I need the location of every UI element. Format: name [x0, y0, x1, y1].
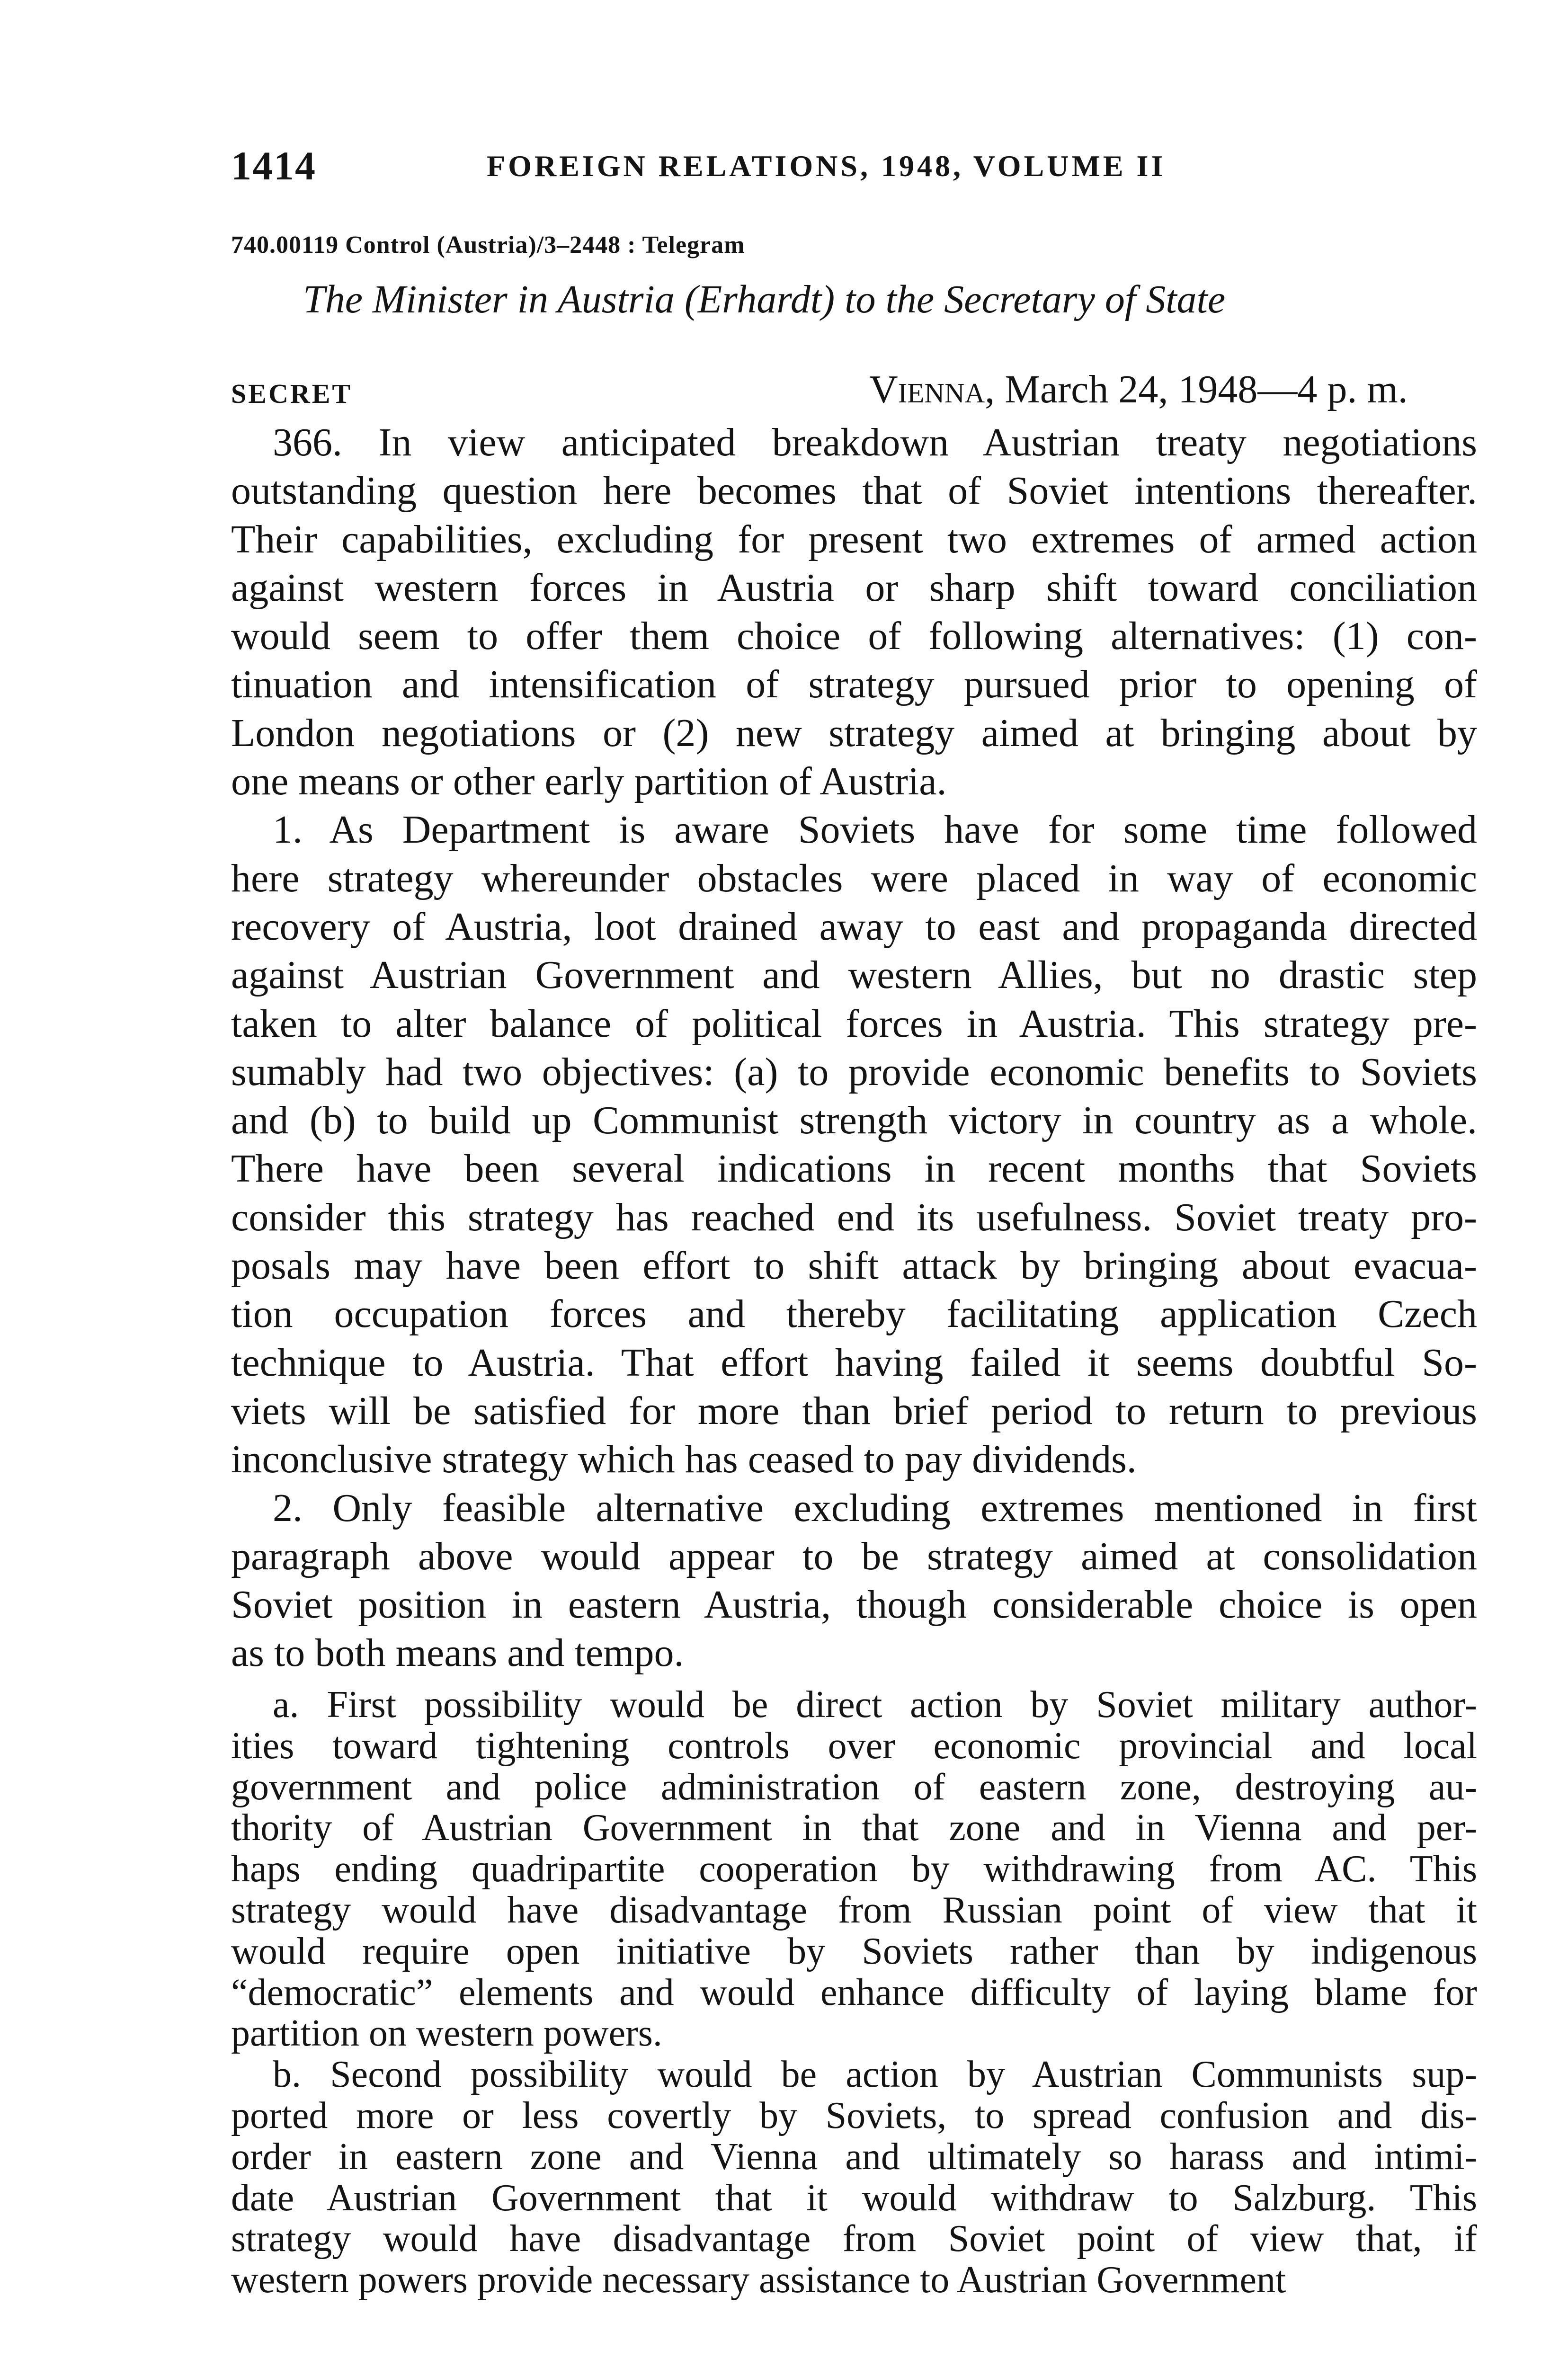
text-line: order in eastern zone and Vienna and ultimately so harass and intimi- — [231, 2136, 1477, 2178]
text-line: London negotiations or (2) new strategy aimed at bringing about by — [231, 711, 1477, 755]
text-line: “democratic” elements and would enhance difficulty of laying blame for — [231, 1971, 1477, 2013]
text-line: viets will be satisfied for more than brief period to return to previous — [231, 1388, 1477, 1433]
text-line: There have been several indications in recent months that Soviets — [231, 1147, 1477, 1191]
page-header — [231, 142, 1509, 208]
text-line: against Austrian Government and western Allies, but no drastic step — [231, 953, 1477, 997]
text-line: outstanding question here becomes that of Soviet intentions thereafter. — [231, 469, 1477, 513]
telegram-body — [231, 418, 1477, 1678]
document-title: The Minister in Austria (Erhardt) to the Secretary of State — [303, 277, 1226, 321]
dateline — [869, 366, 1408, 412]
text-line: inconclusive strategy which has ceased to pay dividends. — [231, 1437, 1137, 1482]
dateline-date: , March 24, 1948—4 p. m. — [985, 367, 1408, 411]
text-line: recovery of Austria, loot drained away to east and propaganda directed — [231, 904, 1477, 949]
text-line: Soviet position in eastern Austria, though considerable choice is open — [231, 1583, 1477, 1627]
classification-label: SECRET — [231, 378, 353, 409]
text-line: one means or other early partition of Austria. — [231, 759, 947, 804]
text-line: paragraph above would appear to be strategy aimed at consolidation — [231, 1534, 1477, 1578]
text-line: b. Second possibility would be action by Austrian Communists sup- — [273, 2054, 1477, 2096]
text-line: western powers provide necessary assistance to Austrian Government — [231, 2259, 1286, 2301]
text-line: Their capabilities, excluding for present two extremes of armed action — [231, 517, 1477, 561]
text-line: would require open initiative by Soviets rather than by indigenous — [231, 1930, 1477, 1972]
text-line: ported more or less covertly by Soviets, to spread confusion and dis- — [231, 2094, 1477, 2136]
text-line: partition on western powers. — [231, 2012, 662, 2055]
file-reference: 740.00119 Control (Austria)/3–2448 : Telegram — [231, 231, 745, 258]
text-line: taken to alter balance of political forces in Austria. This strategy pre- — [231, 1001, 1477, 1046]
text-line: posals may have been effort to shift attack by bringing about evacua- — [231, 1244, 1477, 1288]
page-number: 1414 — [231, 143, 316, 188]
text-line: consider this strategy has reached end its usefulness. Soviet treaty pro- — [231, 1195, 1477, 1239]
text-line: tion occupation forces and thereby facilitating application Czech — [231, 1292, 1477, 1336]
text-line: tinuation and intensification of strategy pursued prior to opening of — [231, 662, 1477, 707]
text-line: 2. Only feasible alternative excluding extremes mentioned in first — [273, 1486, 1477, 1530]
text-line: 1. As Department is aware Soviets have for some time followed — [273, 808, 1477, 852]
text-line: sumably had two objectives: (a) to provide economic benefits to Soviets — [231, 1050, 1477, 1094]
running-head: FOREIGN RELATIONS, 1948, VOLUME II — [487, 149, 1166, 183]
text-line: strategy would have disadvantage from Soviet point of view that, if — [231, 2218, 1477, 2260]
text-line: haps ending quadripartite cooperation by withdrawing from AC. This — [231, 1848, 1477, 1890]
text-line: and (b) to build up Communist strength victory in country as a whole. — [231, 1098, 1477, 1143]
alternatives-subsection — [231, 1684, 1477, 2301]
text-line: strategy would have disadvantage from Russian point of view that it — [231, 1889, 1477, 1931]
text-line: would seem to offer them choice of following alternatives: (1) con- — [231, 614, 1477, 658]
text-line: technique to Austria. That effort having failed it seems doubtful So- — [231, 1340, 1477, 1385]
text-line: government and police administration of eastern zone, destroying au- — [231, 1766, 1477, 1808]
text-line: against western forces in Austria or sharp shift toward conciliation — [231, 565, 1477, 610]
text-line: as to both means and tempo. — [231, 1631, 684, 1675]
text-line: 366. In view anticipated breakdown Austrian treaty negotiations — [273, 420, 1477, 464]
text-line: thority of Austrian Government in that zone and in Vienna and per- — [231, 1807, 1477, 1849]
text-line: date Austrian Government that it would withdraw to Salzburg. This — [231, 2177, 1477, 2219]
text-line: ities toward tightening controls over economic provincial and local — [231, 1725, 1477, 1767]
text-line: here strategy whereunder obstacles were placed in way of economic — [231, 856, 1477, 900]
dateline-place: Vienna — [869, 367, 985, 411]
text-line: a. First possibility would be direct action by Soviet military author- — [273, 1684, 1477, 1726]
